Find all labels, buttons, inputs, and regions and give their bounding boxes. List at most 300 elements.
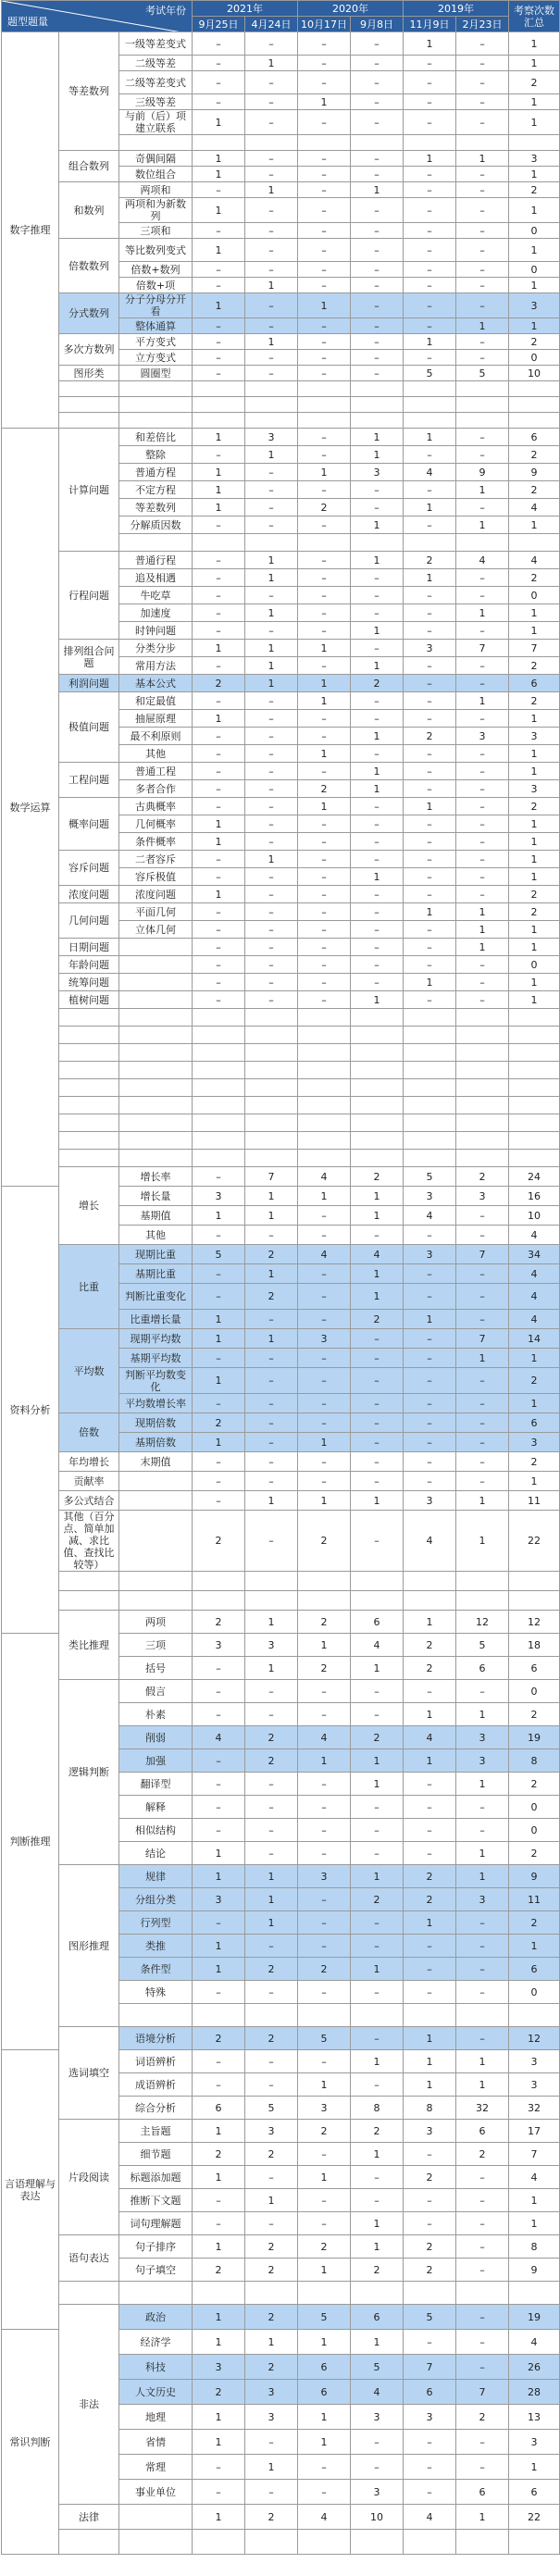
count-cell: – xyxy=(404,481,456,499)
question-type-cell xyxy=(119,939,193,956)
count-cell xyxy=(298,135,351,151)
total-cell: 1 xyxy=(509,974,560,991)
count-cell: – xyxy=(245,728,298,745)
count-cell: – xyxy=(193,1796,245,1819)
count-cell: – xyxy=(351,587,404,604)
count-cell: 1 xyxy=(456,939,509,956)
total-cell: 1 xyxy=(509,2455,560,2480)
count-cell: – xyxy=(456,1911,509,1935)
table-row xyxy=(2,1009,560,1027)
count-cell: – xyxy=(456,1413,509,1433)
count-cell: – xyxy=(351,1703,404,1726)
count-cell: 1 xyxy=(456,2073,509,2097)
total-cell: 28 xyxy=(509,2380,560,2405)
category-cell: 言语理解与表达 xyxy=(2,2050,59,2330)
question-type-cell xyxy=(119,956,193,974)
total-cell: 4 xyxy=(509,2166,560,2189)
count-cell xyxy=(298,1027,351,1044)
count-cell: 7 xyxy=(456,1245,509,1264)
count-cell: 2 xyxy=(193,1611,245,1634)
count-cell: – xyxy=(245,1796,298,1819)
count-cell: – xyxy=(298,318,351,334)
count-cell: 2 xyxy=(351,1167,404,1187)
count-cell: – xyxy=(193,780,245,798)
count-cell: – xyxy=(404,1329,456,1349)
count-cell: – xyxy=(298,56,351,71)
total-cell: 1 xyxy=(509,239,560,262)
count-cell: 1 xyxy=(351,1264,404,1284)
count-cell: – xyxy=(351,640,404,657)
count-cell: – xyxy=(193,1657,245,1680)
count-cell: 1 xyxy=(193,239,245,262)
count-cell xyxy=(298,1114,351,1132)
total-cell xyxy=(509,1591,560,1611)
count-cell: – xyxy=(193,318,245,334)
question-type-cell: 最不利原则 xyxy=(119,728,193,745)
table-row xyxy=(2,939,560,956)
count-cell: 1 xyxy=(193,710,245,728)
count-cell: 2 xyxy=(245,2259,298,2282)
count-cell: 1 xyxy=(404,798,456,815)
question-type-cell: 人文历史 xyxy=(119,2380,193,2405)
count-cell: – xyxy=(456,886,509,903)
count-cell xyxy=(245,1062,298,1079)
count-cell: – xyxy=(456,833,509,851)
count-cell: 1 xyxy=(456,1773,509,1796)
count-cell: 1 xyxy=(245,604,298,622)
count-cell xyxy=(245,1027,298,1044)
count-cell: 1 xyxy=(193,833,245,851)
count-cell: – xyxy=(298,728,351,745)
count-cell xyxy=(404,1097,456,1114)
count-cell xyxy=(193,2282,245,2305)
count-cell: 4 xyxy=(351,2380,404,2405)
count-cell: – xyxy=(245,516,298,534)
question-type-cell: 普通方程 xyxy=(119,464,193,481)
total-header: 考察次数汇总 xyxy=(509,1,560,32)
question-type-cell xyxy=(119,1511,193,1572)
count-cell: 2 xyxy=(351,2120,404,2143)
table-row xyxy=(2,903,560,921)
question-type-cell: 推断下文题 xyxy=(119,2189,193,2212)
count-cell: 1 xyxy=(298,640,351,657)
question-type-cell: 假言 xyxy=(119,1680,193,1703)
question-type-cell: 平均数增长率 xyxy=(119,1394,193,1413)
count-cell xyxy=(404,135,456,151)
count-cell: 1 xyxy=(298,1187,351,1206)
question-type-cell: 词语辨析 xyxy=(119,2050,193,2073)
count-cell: 4 xyxy=(298,2505,351,2530)
count-cell: 1 xyxy=(193,1433,245,1452)
question-type-cell: 判断比重变化 xyxy=(119,1284,193,1310)
total-cell: 4 xyxy=(509,1284,560,1310)
table-row xyxy=(2,151,560,167)
subcategory-cell: 多次方数列 xyxy=(59,334,119,366)
total-cell xyxy=(509,1150,560,1167)
subcategory-cell: 日期问题 xyxy=(59,939,119,956)
count-cell: – xyxy=(404,745,456,763)
count-cell: – xyxy=(193,1749,245,1773)
count-cell: 1 xyxy=(245,2455,298,2480)
table-row xyxy=(2,1680,560,1703)
question-type-cell: 基期值 xyxy=(119,1206,193,1226)
count-cell: 10 xyxy=(351,2505,404,2530)
count-cell: – xyxy=(298,974,351,991)
count-cell: 4 xyxy=(404,1726,456,1749)
count-cell: 1 xyxy=(193,1842,245,1865)
total-cell xyxy=(509,397,560,413)
count-cell xyxy=(456,2530,509,2555)
count-cell: 1 xyxy=(298,745,351,763)
count-cell: – xyxy=(456,1472,509,1491)
count-cell: – xyxy=(193,1349,245,1368)
total-cell: 2 xyxy=(509,481,560,499)
count-cell: 4 xyxy=(404,464,456,481)
count-cell: 1 xyxy=(404,974,456,991)
count-cell: – xyxy=(245,2166,298,2189)
total-cell: 24 xyxy=(509,1167,560,1187)
question-type-cell xyxy=(119,1062,193,1079)
subcategory-cell xyxy=(59,1062,119,1079)
count-cell: – xyxy=(193,587,245,604)
count-cell: – xyxy=(404,94,456,110)
count-cell: – xyxy=(351,1433,404,1452)
count-cell: – xyxy=(298,921,351,939)
date-header: 4月24日 xyxy=(245,17,298,32)
total-cell: 1 xyxy=(509,94,560,110)
total-cell: 32 xyxy=(509,2097,560,2120)
question-type-cell xyxy=(119,1472,193,1491)
count-cell: – xyxy=(245,1226,298,1245)
date-header: 2月23日 xyxy=(456,17,509,32)
count-cell: – xyxy=(298,1819,351,1842)
question-type-cell: 平面几何 xyxy=(119,903,193,921)
count-cell: – xyxy=(351,974,404,991)
count-cell: 6 xyxy=(404,2380,456,2405)
count-cell: 4 xyxy=(404,1206,456,1226)
count-cell xyxy=(193,1097,245,1114)
count-cell: – xyxy=(456,1981,509,2004)
total-cell: 1 xyxy=(509,56,560,71)
table-row xyxy=(2,1097,560,1114)
count-cell: – xyxy=(298,151,351,167)
count-cell: – xyxy=(298,1368,351,1394)
question-type-cell: 朴素 xyxy=(119,1703,193,1726)
total-cell: 11 xyxy=(509,1888,560,1911)
count-cell: – xyxy=(351,604,404,622)
count-cell: 1 xyxy=(404,334,456,350)
count-cell: – xyxy=(298,1413,351,1433)
count-cell: 1 xyxy=(193,167,245,182)
count-cell: 9 xyxy=(456,464,509,481)
count-cell: – xyxy=(245,151,298,167)
count-cell: – xyxy=(404,1680,456,1703)
subcategory-cell: 倍数数列 xyxy=(59,239,119,293)
count-cell: 1 xyxy=(351,1187,404,1206)
count-cell: – xyxy=(298,1842,351,1865)
count-cell: – xyxy=(193,851,245,868)
question-type-cell xyxy=(119,135,193,151)
question-type-cell: 基期倍数 xyxy=(119,1433,193,1452)
count-cell: – xyxy=(404,1773,456,1796)
count-cell xyxy=(298,397,351,413)
count-cell xyxy=(193,1079,245,1097)
table-row xyxy=(2,239,560,262)
count-cell: – xyxy=(351,569,404,587)
question-type-cell: 科技 xyxy=(119,2355,193,2380)
subcategory-cell: 年龄问题 xyxy=(59,956,119,974)
count-cell: 1 xyxy=(404,1611,456,1634)
count-cell: – xyxy=(351,1452,404,1472)
count-cell: – xyxy=(298,1773,351,1796)
count-cell: – xyxy=(351,262,404,278)
question-type-cell: 其他 xyxy=(119,745,193,763)
question-type-cell: 牛吃草 xyxy=(119,587,193,604)
count-cell: – xyxy=(456,499,509,516)
count-cell: – xyxy=(193,798,245,815)
total-cell: 2 xyxy=(509,1452,560,1472)
total-cell: 3 xyxy=(509,2430,560,2455)
count-cell: – xyxy=(351,2027,404,2050)
count-cell: 2 xyxy=(298,1657,351,1680)
total-cell: 3 xyxy=(509,780,560,798)
count-cell: – xyxy=(245,366,298,381)
count-cell xyxy=(404,1132,456,1150)
count-cell: 5 xyxy=(456,366,509,381)
total-cell: 1 xyxy=(509,516,560,534)
count-cell: – xyxy=(351,334,404,350)
count-cell: 2 xyxy=(404,2235,456,2259)
subcategory-cell xyxy=(59,1591,119,1611)
count-cell: – xyxy=(456,868,509,886)
count-cell: 1 xyxy=(456,318,509,334)
count-cell: 7 xyxy=(245,1167,298,1187)
count-cell: – xyxy=(298,569,351,587)
count-cell: – xyxy=(298,1981,351,2004)
question-type-cell: 一级等差变式 xyxy=(119,32,193,56)
count-cell xyxy=(351,1062,404,1079)
count-cell: 6 xyxy=(456,2480,509,2505)
total-cell: 0 xyxy=(509,262,560,278)
total-cell: 0 xyxy=(509,587,560,604)
count-cell xyxy=(298,1097,351,1114)
question-type-cell: 事业单位 xyxy=(119,2480,193,2505)
count-cell: – xyxy=(404,2430,456,2455)
question-type-cell: 不定方程 xyxy=(119,481,193,499)
total-cell: 2 xyxy=(509,1773,560,1796)
count-cell: – xyxy=(456,851,509,868)
table-row xyxy=(2,991,560,1009)
count-cell xyxy=(298,2282,351,2305)
count-cell: 1 xyxy=(351,780,404,798)
question-type-cell: 地理 xyxy=(119,2405,193,2430)
count-cell: 1 xyxy=(298,675,351,692)
count-cell: – xyxy=(245,110,298,135)
total-cell: 7 xyxy=(509,2143,560,2166)
count-cell xyxy=(404,2282,456,2305)
count-cell: – xyxy=(404,2143,456,2166)
table-row xyxy=(2,381,560,397)
count-cell: – xyxy=(456,622,509,640)
count-cell xyxy=(456,1079,509,1097)
question-type-cell xyxy=(119,974,193,991)
table-row xyxy=(2,1865,560,1888)
count-cell: 1 xyxy=(245,1187,298,1206)
count-cell: – xyxy=(193,991,245,1009)
count-cell: – xyxy=(456,56,509,71)
count-cell: 3 xyxy=(351,2480,404,2505)
count-cell: – xyxy=(404,2480,456,2505)
total-cell: 9 xyxy=(509,2259,560,2282)
question-type-cell: 浓度问题 xyxy=(119,886,193,903)
count-cell: – xyxy=(456,2027,509,2050)
total-cell: 2 xyxy=(509,71,560,94)
count-cell: – xyxy=(351,223,404,239)
count-cell xyxy=(351,135,404,151)
count-cell: – xyxy=(456,1368,509,1394)
count-cell: – xyxy=(298,2050,351,2073)
count-cell: 6 xyxy=(456,2120,509,2143)
count-cell: – xyxy=(193,1819,245,1842)
count-cell xyxy=(193,397,245,413)
subcategory-cell: 法律 xyxy=(59,2505,119,2530)
count-cell: 1 xyxy=(351,868,404,886)
count-cell: – xyxy=(351,745,404,763)
count-cell: 5 xyxy=(456,1634,509,1657)
question-type-cell: 分类分步 xyxy=(119,640,193,657)
count-cell: 1 xyxy=(351,1491,404,1511)
total-cell xyxy=(509,1114,560,1132)
count-cell: – xyxy=(245,886,298,903)
count-cell xyxy=(351,381,404,397)
count-cell: 3 xyxy=(245,2120,298,2143)
question-type-cell xyxy=(119,1132,193,1150)
count-cell: 1 xyxy=(245,552,298,569)
count-cell: – xyxy=(245,763,298,780)
count-cell: – xyxy=(456,1958,509,1981)
subcategory-cell: 利润问题 xyxy=(59,675,119,692)
count-cell xyxy=(456,135,509,151)
subcategory-cell: 排列组合问题 xyxy=(59,640,119,675)
question-type-cell: 整除 xyxy=(119,446,193,464)
question-type-cell xyxy=(119,1027,193,1044)
total-cell: 2 xyxy=(509,1911,560,1935)
total-cell xyxy=(509,381,560,397)
count-cell: 1 xyxy=(245,675,298,692)
count-cell: – xyxy=(298,763,351,780)
count-cell xyxy=(351,1079,404,1097)
count-cell: 2 xyxy=(298,1511,351,1572)
count-cell: 1 xyxy=(351,2143,404,2166)
count-cell: – xyxy=(298,657,351,675)
total-cell: 9 xyxy=(509,464,560,481)
count-cell: – xyxy=(245,1842,298,1865)
count-cell: – xyxy=(351,278,404,293)
count-cell: 1 xyxy=(298,2330,351,2355)
question-type-cell: 与前（后）项建立联系 xyxy=(119,110,193,135)
total-cell: 13 xyxy=(509,2405,560,2430)
count-cell: – xyxy=(456,350,509,366)
question-type-cell: 细节题 xyxy=(119,2143,193,2166)
count-cell: 1 xyxy=(456,903,509,921)
count-cell: 2 xyxy=(404,1865,456,1888)
question-type-cell: 括号 xyxy=(119,1657,193,1680)
count-cell: – xyxy=(404,1472,456,1491)
count-cell: – xyxy=(193,1911,245,1935)
count-cell xyxy=(351,2004,404,2027)
count-cell: – xyxy=(298,481,351,499)
count-cell: – xyxy=(351,481,404,499)
question-type-cell: 综合分析 xyxy=(119,2097,193,2120)
count-cell: – xyxy=(404,1368,456,1394)
question-type-cell: 条件概率 xyxy=(119,833,193,851)
count-cell: 5 xyxy=(404,2305,456,2330)
count-cell: 1 xyxy=(298,1433,351,1452)
count-cell: – xyxy=(298,182,351,198)
count-cell: – xyxy=(456,763,509,780)
count-cell xyxy=(298,1150,351,1167)
question-type-cell: 特殊 xyxy=(119,1981,193,2004)
total-cell: 2 xyxy=(509,569,560,587)
subcategory-cell: 比重 xyxy=(59,1245,119,1329)
count-cell: – xyxy=(298,198,351,223)
count-cell: 1 xyxy=(404,2027,456,2050)
total-cell xyxy=(509,135,560,151)
count-cell: – xyxy=(298,2480,351,2505)
table-row xyxy=(2,640,560,657)
count-cell: 1 xyxy=(456,151,509,167)
count-cell: 1 xyxy=(193,464,245,481)
count-cell: 8 xyxy=(404,2097,456,2120)
question-type-cell xyxy=(119,2530,193,2555)
question-type-cell: 倍数+项 xyxy=(119,278,193,293)
total-cell: 6 xyxy=(509,429,560,446)
question-type-cell: 类推 xyxy=(119,1935,193,1958)
question-type-cell: 句子排序 xyxy=(119,2235,193,2259)
subcategory-cell: 几何问题 xyxy=(59,903,119,939)
count-cell: 1 xyxy=(351,182,404,198)
count-cell xyxy=(245,1044,298,1062)
count-cell: 1 xyxy=(245,851,298,868)
count-cell: – xyxy=(193,1226,245,1245)
total-cell: 1 xyxy=(509,815,560,833)
count-cell: 2 xyxy=(351,2259,404,2282)
total-cell: 4 xyxy=(509,1264,560,1284)
count-cell: – xyxy=(298,71,351,94)
table-row xyxy=(2,1167,560,1187)
subcategory-cell: 极值问题 xyxy=(59,692,119,763)
count-cell: – xyxy=(298,223,351,239)
question-type-cell: 二级等差 xyxy=(119,56,193,71)
count-cell: 4 xyxy=(298,1245,351,1264)
count-cell: – xyxy=(298,1310,351,1329)
total-cell: 1 xyxy=(509,2212,560,2235)
question-type-cell: 常用方法 xyxy=(119,657,193,675)
count-cell: – xyxy=(193,446,245,464)
count-cell: – xyxy=(404,278,456,293)
count-cell: – xyxy=(404,223,456,239)
count-cell: – xyxy=(298,429,351,446)
count-cell: – xyxy=(298,1206,351,1226)
subcategory-cell xyxy=(59,1114,119,1132)
count-cell: 2 xyxy=(456,2143,509,2166)
count-cell: 2 xyxy=(193,2143,245,2166)
total-cell xyxy=(509,2004,560,2027)
count-cell: – xyxy=(351,833,404,851)
count-cell: 1 xyxy=(193,151,245,167)
total-cell: 1 xyxy=(509,921,560,939)
count-cell: 1 xyxy=(456,1349,509,1368)
